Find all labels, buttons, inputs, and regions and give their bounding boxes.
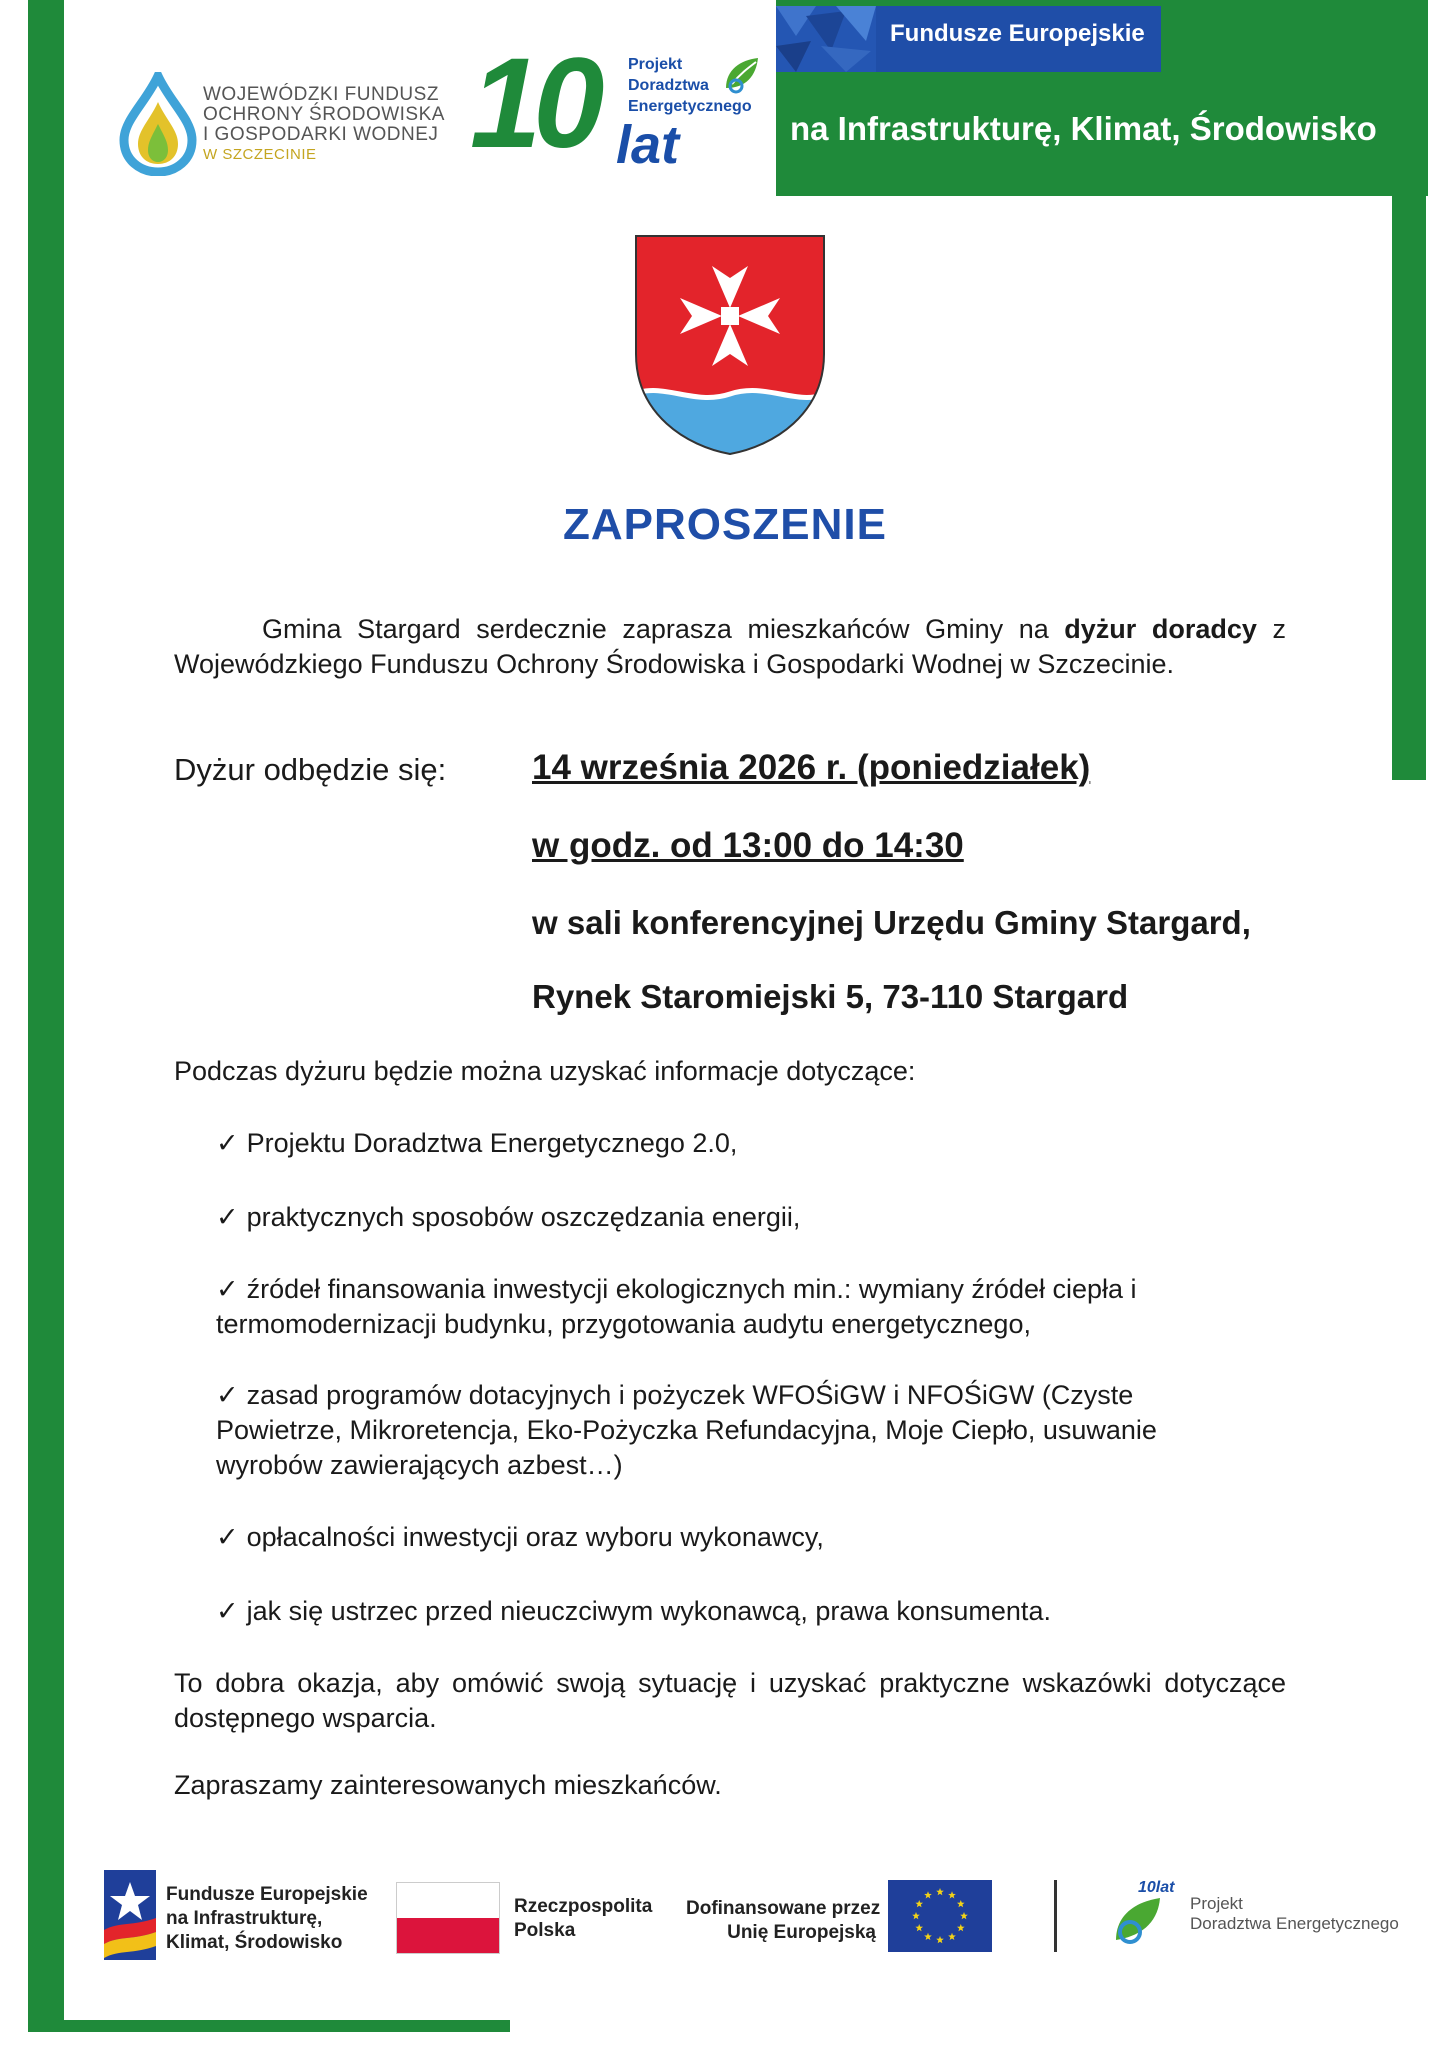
fe-star-logo-icon xyxy=(104,1870,156,1960)
water-drop-logo-icon xyxy=(116,72,200,176)
check-icon: ✓ xyxy=(216,1202,239,1232)
duty-date: 14 września 2026 r. (poniedziałek) xyxy=(532,748,1091,787)
list-item xyxy=(216,1378,1266,1483)
footer-fe-line2: na Infrastrukturę, xyxy=(166,1908,323,1929)
fe-mosaic-icon xyxy=(776,6,876,72)
duty-label: Dyżur odbędzie się: xyxy=(174,752,447,787)
list-item-text: opłacalności inwestycji oraz wyboru wykonawcy, xyxy=(246,1522,824,1552)
check-icon: ✓ xyxy=(216,1380,239,1410)
pde-footer-badge: 10lat xyxy=(1138,1879,1175,1896)
list-item xyxy=(216,1200,1266,1235)
closing-line: Zapraszamy zainteresowanych mieszkańców. xyxy=(174,1770,722,1800)
check-icon: ✓ xyxy=(216,1596,239,1626)
intro-text-part1: Gmina Stargard serdecznie zaprasza mieszkańców Gminy na xyxy=(262,614,1065,644)
list-item-text: Projektu Doradztwa Energetycznego 2.0, xyxy=(246,1128,738,1158)
list-item xyxy=(216,1272,1266,1342)
list-item xyxy=(216,1126,1266,1161)
footer-fe-line1: Fundusze Europejskie xyxy=(166,1884,368,1905)
anniversary-project-line2: Doradztwa xyxy=(628,77,709,94)
check-icon: ✓ xyxy=(216,1128,239,1158)
footer-rp-line1: Rzeczpospolita xyxy=(514,1896,653,1917)
pde-footer-logo-icon xyxy=(1110,1876,1184,1946)
list-item-text: źródeł finansowania inwestycji ekologicznych min.: wymiany źródeł ciepła i termomodernizacji budynku, przygotowania audytu energetycznego, xyxy=(216,1274,1137,1339)
wfos-logo-line1: WOJEWÓDZKI FUNDUSZ xyxy=(203,84,439,105)
fe-banner-title-line1: Fundusze Europejskie xyxy=(890,20,1145,47)
duty-address: Rynek Staromiejski 5, 73-110 Stargard xyxy=(532,978,1129,1015)
list-item-text: praktycznych sposobów oszczędzania energii, xyxy=(246,1202,801,1232)
intro-paragraph xyxy=(174,612,1286,682)
list-item xyxy=(216,1594,1266,1629)
page-title: ZAPROSZENIE xyxy=(563,500,887,549)
outro-paragraph: To dobra okazja, aby omówić swoją sytuację i uzyskać praktyczne wskazówki dotyczące dostępnego wsparcia. xyxy=(174,1668,1286,1733)
check-icon: ✓ xyxy=(216,1274,239,1304)
wfos-logo-line3: I GOSPODARKI WODNEJ xyxy=(203,124,439,145)
anniversary-number: 10 xyxy=(470,32,597,175)
polish-flag-icon xyxy=(396,1882,500,1954)
check-icon: ✓ xyxy=(216,1522,239,1552)
wfos-logo-line2: OCHRONY ŚRODOWISKA xyxy=(203,104,445,125)
duty-place: w sali konferencyjnej Urzędu Gminy Stargard, xyxy=(532,904,1251,941)
right-frame-strip xyxy=(1392,190,1426,780)
footer-eu-line2: Unię Europejską xyxy=(727,1922,876,1943)
duty-time: w godz. od 13:00 do 14:30 xyxy=(532,826,964,865)
anniversary-word: lat xyxy=(616,115,680,175)
list-item xyxy=(216,1520,1266,1555)
leaf-icon xyxy=(722,54,762,94)
bottom-frame-strip xyxy=(28,2020,510,2032)
footer-pde-line1: Projekt xyxy=(1190,1894,1243,1913)
eu-flag-icon xyxy=(888,1880,992,1952)
info-intro: Podczas dyżuru będzie można uzyskać informacje dotyczące: xyxy=(174,1056,916,1086)
footer-rp-line2: Polska xyxy=(514,1920,576,1941)
anniversary-project-line3: Energetycznego xyxy=(628,98,752,115)
wfos-logo-line4: W SZCZECINIE xyxy=(203,146,317,163)
left-frame-strip xyxy=(28,0,64,2030)
footer-fe-line3: Klimat, Środowisko xyxy=(166,1932,343,1953)
coat-of-arms-icon xyxy=(634,234,826,456)
footer-eu-line1: Dofinansowane przez xyxy=(686,1898,881,1919)
intro-text-part2: z Wojewódzkiego Funduszu Ochrony Środowiska i Gospodarki Wodnej w Szczecinie. xyxy=(174,614,1286,679)
footer-pde-line2: Doradztwa Energetycznego xyxy=(1190,1914,1399,1933)
footer-divider xyxy=(1054,1880,1057,1952)
intro-bold: dyżur doradcy xyxy=(1064,614,1257,644)
fe-banner-title-line2: na Infrastrukturę, Klimat, Środowisko xyxy=(790,110,1377,147)
anniversary-project-line1: Projekt xyxy=(628,56,683,73)
list-item-text: jak się ustrzec przed nieuczciwym wykonawcą, prawa konsumenta. xyxy=(246,1596,1051,1626)
list-item-text: zasad programów dotacyjnych i pożyczek WFOŚiGW i NFOŚiGW (Czyste Powietrze, Mikroretencja, Eko-Pożyczka Refundacyjna, Moje Ciepło, usuwanie wyrobów zawierających azbest…) xyxy=(216,1380,1157,1480)
